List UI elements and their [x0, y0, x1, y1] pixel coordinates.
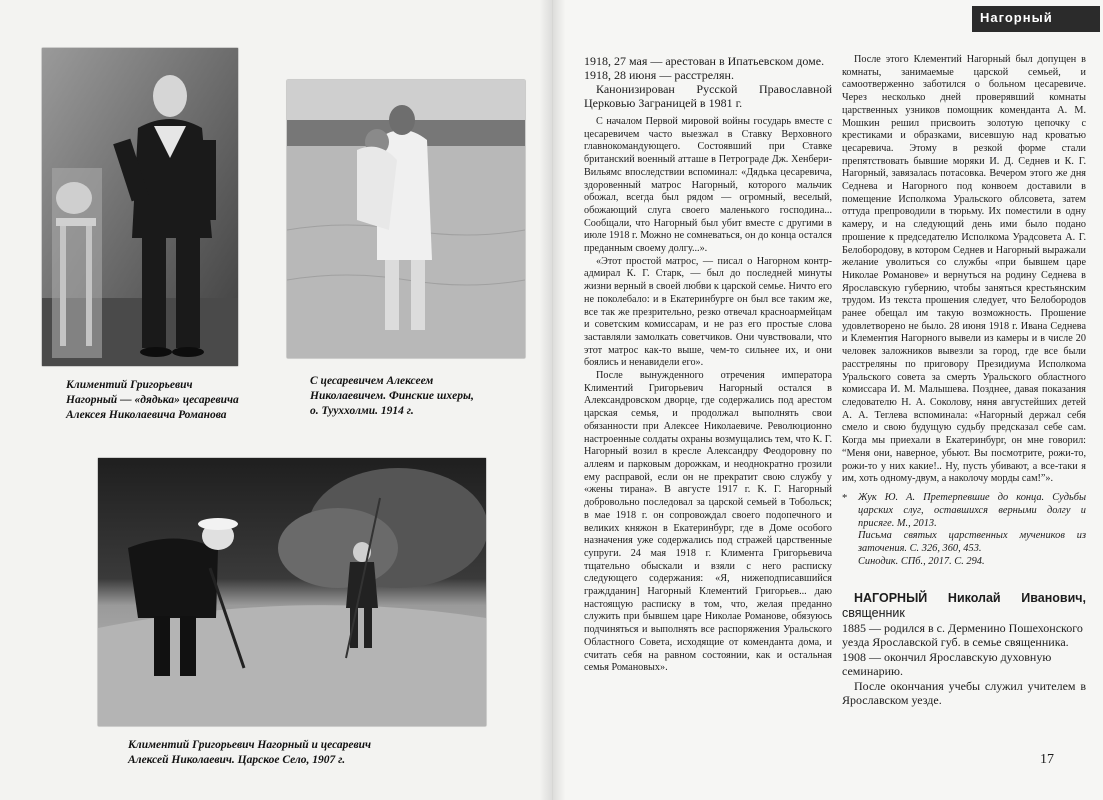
photo-sailor-and-boy-image [98, 458, 486, 726]
bio-heading [842, 591, 1086, 621]
caption-line: Алексей Николаевич. Царское Село, 1907 г. [128, 754, 346, 766]
caption-line: Николаевичем. Финские шхеры, [310, 390, 474, 402]
caption-sailor-and-boy [128, 738, 371, 768]
text-column-1 [584, 54, 832, 675]
canonization-note: Канонизирован Русской Православной Церковью Заграницей в 1981 г. [584, 82, 832, 110]
body-paragraph: После вынужденного отречения императора Климентий Григорьевич Нагорный остался в Александровском дворце, где содержались под арестом царская семья, и продолжал выполнять свои обязанности при Алексее Николаевиче. Революционно настроенные солдаты охраны возмущались тем, что К. Г. Нагорный возил в кресле Александру Феодоровну по аллеям и парковым дорожкам, и неоднократно грозили ему расправой, если он не прекратит свою службу у «жены тирана». В августе 1917 г. К. Г. Нагорный добровольно последовал за царской семьей в Тобольск; в мае 1918 г. он сопровождал своего подопечного и великих княжон в Екатеринбург, где в Доме особого назначения уже содержались под стражей царственные супруги. 24 мая 1918 г. Климента Григорьевича тщательно обыскали и взяли с него расписку следующего содержания: «Я, нижеподписавшийся граждданин] Нагорный Клементий Григорьев... даю настоящую расписку в том, что, желая преданно служить при бывшем царе Николае Романове, обязуюсь подчиняться и выполнять все распоряжения Уральского Областного Совета, исходящие от коменданта дома, и считать себя на равном состоянии, как и остальная семья Романовых». [584, 370, 832, 674]
chronology-entry: 1918, 27 мая — арестован в Ипатьевском доме. [584, 54, 825, 68]
bio-heading-suffix: священник [842, 605, 905, 620]
footnotes [842, 492, 1086, 569]
caption-line: о. Тууххолми. 1914 г. [310, 405, 414, 417]
footnote-mark: * [842, 492, 848, 504]
footnote: Письма святых царственных мучеников из заточения. С. 326, 360, 453. [858, 530, 1086, 555]
caption-line: Климентий Григорьевич Нагорный и цесаревич [128, 739, 372, 751]
page-number: 17 [1040, 752, 1054, 767]
chronology-note: После окончания учебы служил учителем в Ярославском уезде. [842, 678, 1086, 708]
footnote: Жук Ю. А. Претерпевшие до конца. Судьбы царских слуг, оставшихся верными долгу и присяге. М., 2013. [858, 491, 1086, 529]
bio-heading-name: НАГОРНЫЙ Николай Иванович, [854, 590, 1086, 605]
caption-line: Нагорный — «дядька» цесаревича [66, 394, 239, 406]
body-paragraph: «Этот простой матрос, — писал о Нагорном контр-адмирал К. Г. Старк, — был до последней минуты жизни верный в своей любви к царской семье. Ничто его не поколебало: и в Екатеринбурге он был все таким же, все так же презрительно, резко отвечал красноармейцам и советским комиссарам, и не раз его простые слова заставляли замолкать советчиков. Они чувствовали, что этот матрос как-то выше, чем-то сильнее их, и они боялись и ненавидели его». [584, 255, 832, 369]
caption-line: Алексея Николаевича Романова [66, 409, 227, 421]
footnote: Синодик. СПб., 2017. С. 294. [858, 555, 985, 567]
photo-sailor-portrait-image [42, 48, 238, 366]
book-gutter [540, 0, 566, 800]
section-header-title: Нагорный [980, 10, 1053, 25]
photo-sailor-and-boy-with-broom [98, 458, 486, 726]
photo-sailor-portrait [42, 48, 238, 366]
chronology-entry: 1885 — родился в с. Дерменино Пошехонского уезда Ярославской губ. в семье священника. [842, 620, 1083, 650]
photo-boy-in-water [287, 80, 525, 358]
body-paragraph: С началом Первой мировой войны государь вместе с цесаревичем часто выезжал в Ставку Верховного главнокомандующего. Состоявший при Ставке британский военный атташе в Петрограде Дж. Хенбери-Вильямс впоследствии вспоминал: «Дядька цесаревича, здоровенный матрос Нагорный, которого мальчик обожал, всегда был рядом — огромный, веселый, обожающий слуга своего маленького господина... Сообщали, что Нагорный был убит вместе с другими в июле 1918 г. Можно не сомневаться, он до конца остался преданным своему долгу...». [584, 116, 832, 255]
chronology-entry: 1918, 28 июня — расстрелян. [584, 68, 734, 82]
chronology-entry: 1908 — окончил Ярославскую духовную семинарию. [842, 649, 1052, 679]
caption-sailor-portrait [66, 378, 239, 423]
caption-line: С цесаревичем Алексеем [310, 375, 434, 387]
caption-boy-in-water [310, 374, 474, 419]
photo-boy-in-water-image [287, 80, 525, 358]
text-column-2 [842, 54, 1086, 708]
body-paragraph: После этого Клементий Нагорный был допущен в комнаты, занимаемые царской семьей, и самоотверженно заботился о больном цесаревиче. Через несколько дней проверявший комнаты царственных узников помощник коменданта А. М. Мошкин решил присвоить золотую цепочку с крестиками и образками, висевшую над кроватью цесаревича. Этому в резкой форме стали препятствовать бывшие моряки И. Д. Седнев и К. Г. Нагорный, завязалась потасовка. Вечером этого же дня Седнева и Нагорного под конвоем доставили в помещение Исполкома Уральского облсовета, затем оттуда препроводили в тюрьму. Их поместили в одну камеру, и на следующий день ими было подано прошение к председателю Исполкома Урадсовета А. Г. Белобородову, в котором Седнев и Нагорный выражали желание уволиться со службы «при бывшем царе Николае Романове» и вернуться на родину Седнева в Ярославскую губернию, чтобы заняться крестьянским трудом. Из текста прошения следует, что Белобородов ранее обещал им такую возможность. Прошение удовлетворено не было. 28 июня 1918 г. Ивана Седнева и Клементия Нагорного вывели из камеры и в числе 20 человек заложников вывезли за город, где все были расстреляны по приговору Президиума Исполкома Уральского совета за смерть Уральского областного комиссара И. М. Малышева. Позднее, давая показания следователю Н. А. Соколову, няня августейших детей А. А. Теглева вспоминала: «Нагорный держал себя смело и свою будущую судьбу предсказал себе сам. Когда мы приехали в Екатеринбург, он мне говорил: “Меня они, наверное, убьют. Вы посмотрите, рожи-то, рожи-то у них какие!.. Ну, пусть убивают, а все-таки я им, хоть одному-двум, а наколочу морды сам!”». [842, 54, 1086, 485]
caption-line: Климентий Григорьевич [66, 379, 193, 391]
